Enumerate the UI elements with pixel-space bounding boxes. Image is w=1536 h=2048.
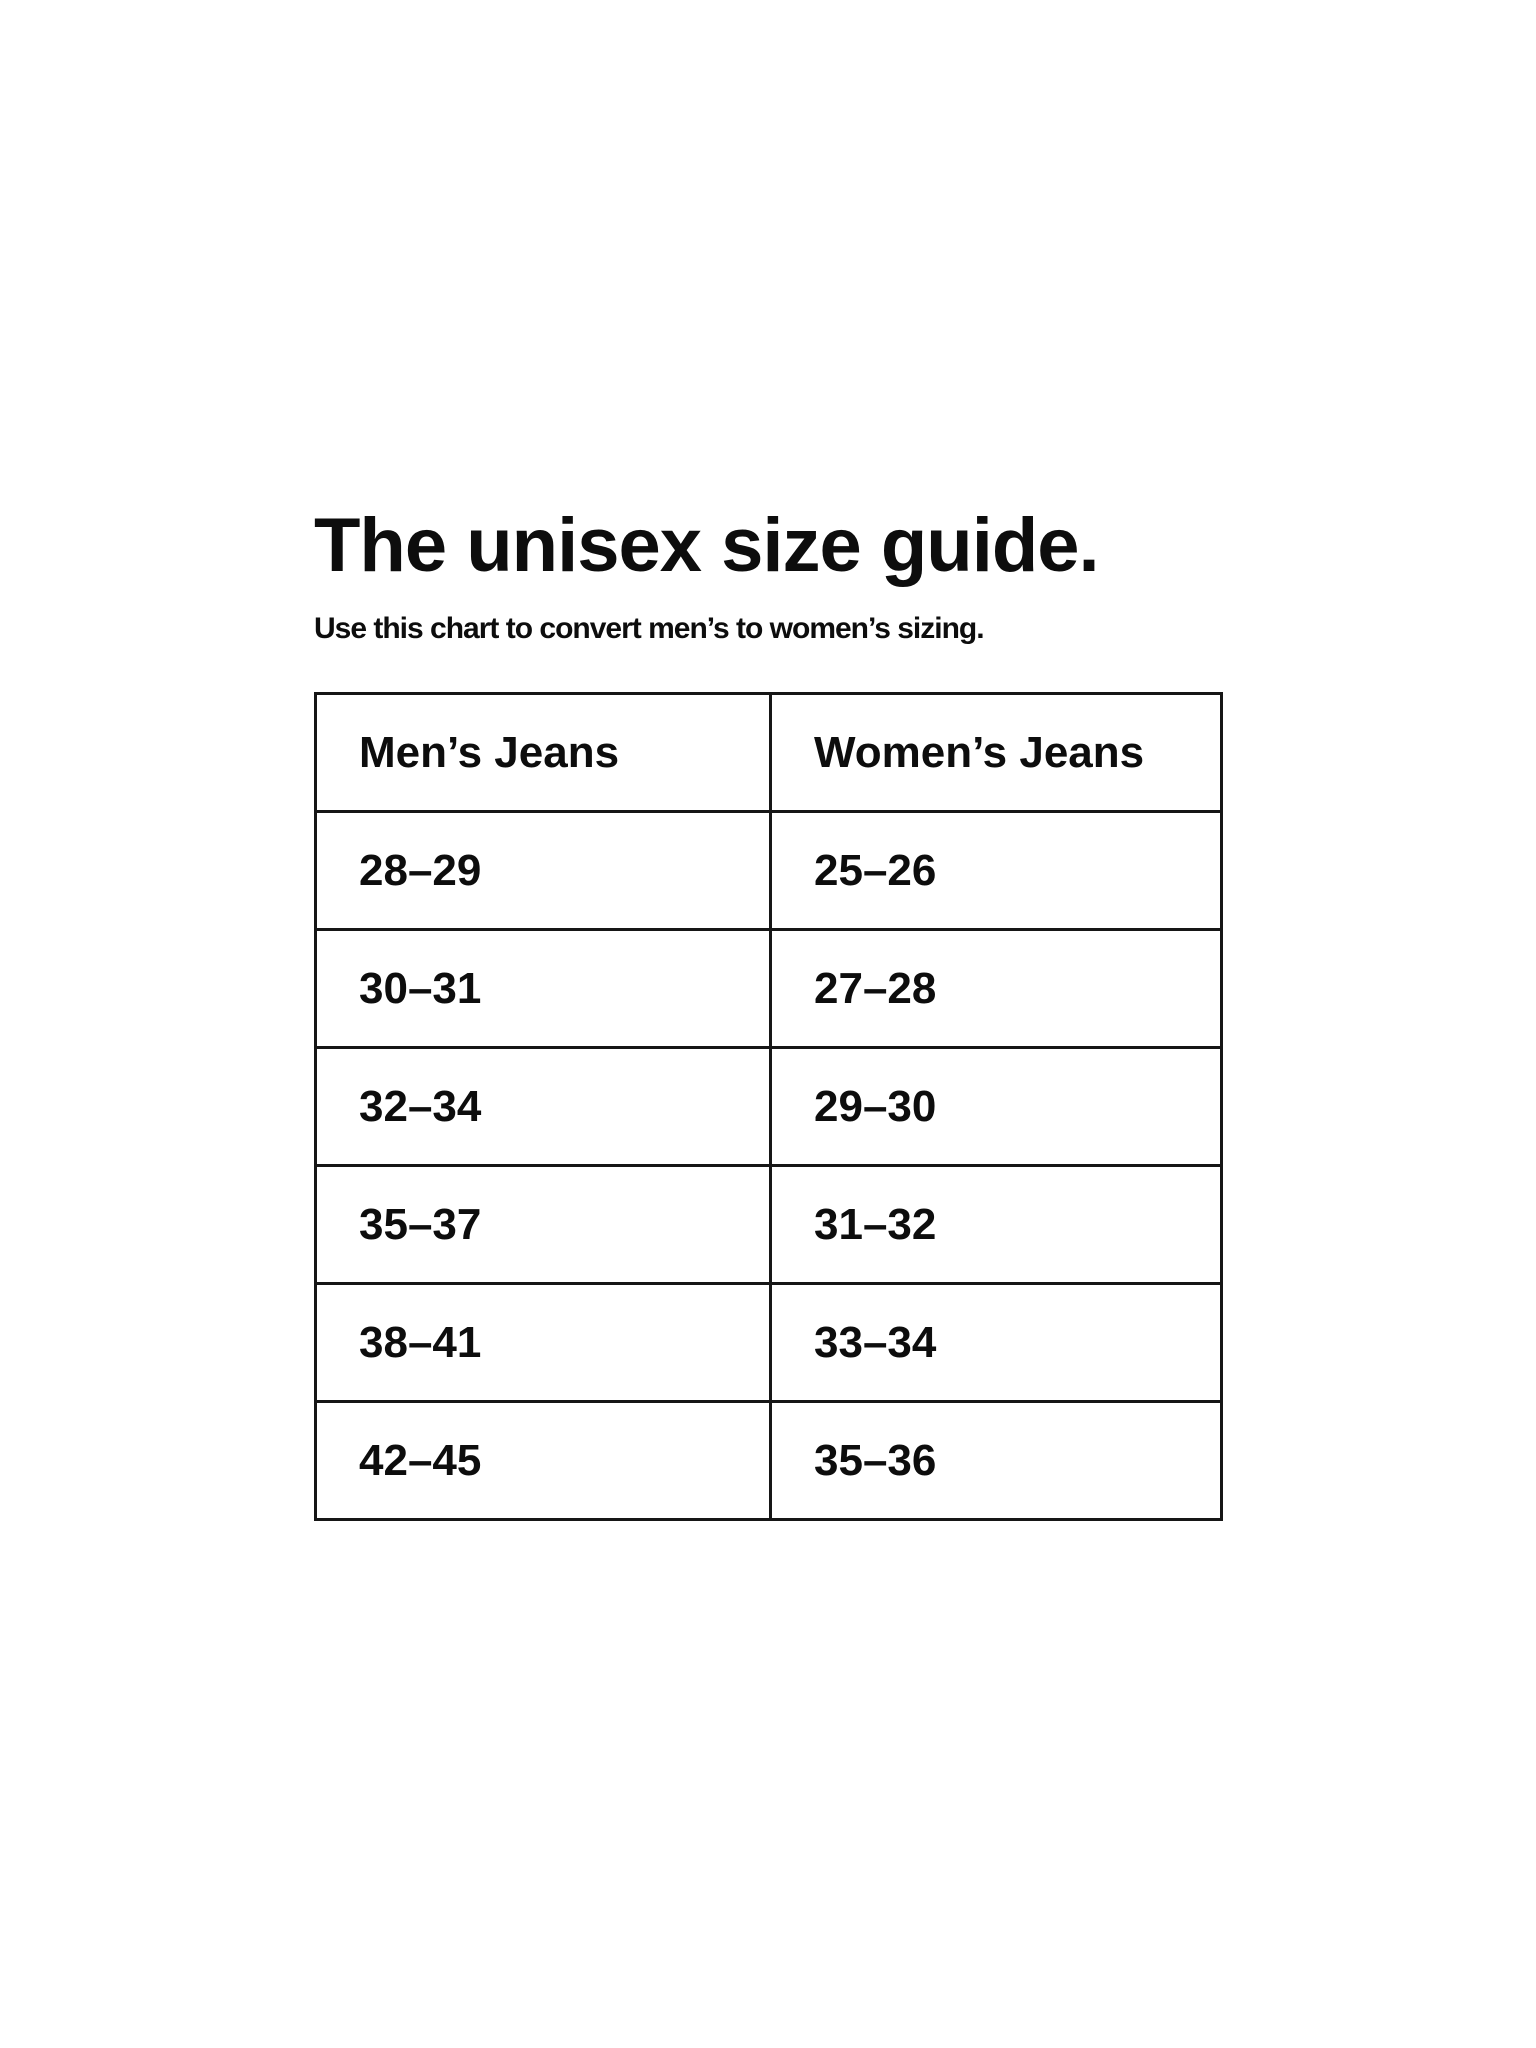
womens-size-cell: 25–26 bbox=[771, 812, 1222, 930]
page-title: The unisex size guide. bbox=[314, 503, 1099, 588]
table-header-row bbox=[316, 694, 1222, 812]
mens-size-cell: 42–45 bbox=[316, 1402, 771, 1520]
mens-size-cell: 32–34 bbox=[316, 1048, 771, 1166]
column-header-womens-jeans: Women’s Jeans bbox=[771, 694, 1222, 812]
womens-size-cell: 29–30 bbox=[771, 1048, 1222, 1166]
table-row bbox=[316, 1048, 1222, 1166]
mens-size-cell: 38–41 bbox=[316, 1284, 771, 1402]
size-guide-content bbox=[314, 0, 1220, 1521]
mens-size-cell: 30–31 bbox=[316, 930, 771, 1048]
table-row bbox=[316, 1402, 1222, 1520]
womens-size-cell: 31–32 bbox=[771, 1166, 1222, 1284]
womens-size-cell: 33–34 bbox=[771, 1284, 1222, 1402]
womens-size-cell: 27–28 bbox=[771, 930, 1222, 1048]
table-row bbox=[316, 1166, 1222, 1284]
table-row bbox=[316, 930, 1222, 1048]
column-header-mens-jeans: Men’s Jeans bbox=[316, 694, 771, 812]
mens-size-cell: 28–29 bbox=[316, 812, 771, 930]
page-subtitle: Use this chart to convert men’s to women’s sizing. bbox=[314, 612, 984, 645]
table-row bbox=[316, 1284, 1222, 1402]
table-header bbox=[316, 694, 1222, 812]
table-body bbox=[316, 812, 1222, 1520]
womens-size-cell: 35–36 bbox=[771, 1402, 1222, 1520]
size-conversion-table bbox=[314, 692, 1223, 1521]
table-row bbox=[316, 812, 1222, 930]
mens-size-cell: 35–37 bbox=[316, 1166, 771, 1284]
